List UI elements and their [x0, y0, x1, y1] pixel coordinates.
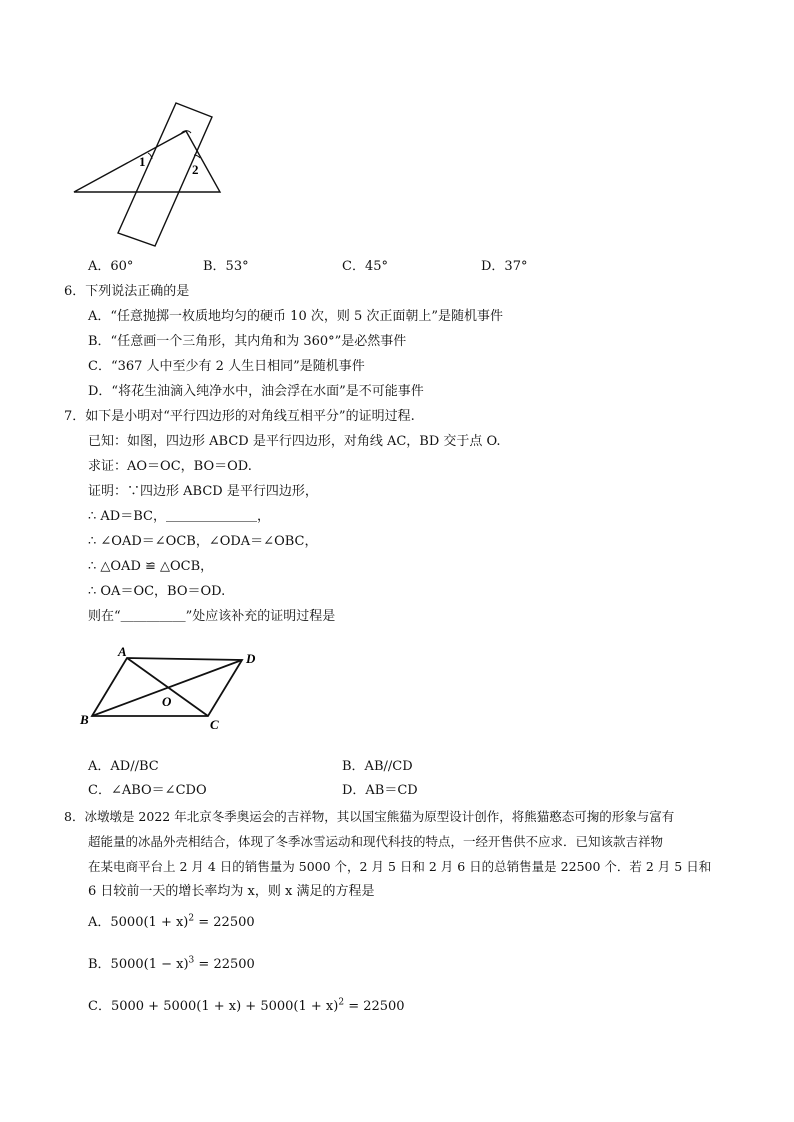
q7-option-b[interactable]: B．AB//CD	[342, 759, 413, 774]
q7-label-d: D	[246, 651, 256, 666]
q7-proof-line-1: 证明：∵四边形 ABCD 是平行四边形，	[88, 484, 318, 499]
q8-option-a-rhs: = 22500	[194, 915, 255, 930]
q8-line-2: 超能量的冰晶外壳相结合，体现了冬季冰雪运动和现代科技的特点，一经开售供不应求．已知该款吉祥物	[88, 834, 664, 849]
q8-line-1: 8．冰墩墩是 2022 年北京冬季奥运会的吉祥物，其以国宝熊猫为原型设计创作，将熊猫憨态可掬的形象与富有	[64, 809, 675, 824]
q6-stem: 6．下列说法正确的是	[64, 284, 190, 299]
q7-figure	[76, 640, 266, 740]
q7-proof-line-4: ∴ △OAD ≌ △OCB，	[88, 559, 214, 574]
q7-prove: 求证：AO＝OC，BO＝OD.	[88, 459, 252, 474]
q6-option-a[interactable]: A．“任意抛掷一枚质地均匀的硬币 10 次，则 5 次正面朝上”是随机事件	[88, 309, 504, 324]
q5-option-d[interactable]: D．37°	[481, 259, 528, 274]
q7-label-a: A	[118, 644, 127, 659]
q7-proof-line-2: ∴ AD＝BC，＿＿＿＿＿＿＿，	[88, 509, 270, 524]
q7-label-o: O	[162, 694, 172, 709]
q5-label-1: 1	[139, 154, 146, 169]
q8-option-c[interactable]	[88, 999, 405, 1015]
q7-option-a[interactable]: A．AD//BC	[88, 759, 159, 774]
q6-option-b[interactable]: B．“任意画一个三角形，其内角和为 360°”是必然事件	[88, 334, 407, 349]
q8-option-a-base: A．5000(1 + x)	[88, 915, 189, 930]
q8-option-c-base: C．5000 + 5000(1 + x) + 5000(1 + x)	[88, 999, 339, 1014]
q5-angle-mark-1	[148, 153, 152, 159]
q8-option-b[interactable]	[88, 957, 255, 973]
q7-option-d[interactable]: D．AB＝CD	[342, 783, 418, 798]
q7-option-c[interactable]: C．∠ABO＝∠CDO	[88, 783, 207, 798]
q7-known: 已知：如图，四边形 ABCD 是平行四边形，对角线 AC，BD 交于点 O.	[88, 434, 501, 449]
q8-option-a-exponent: 2	[188, 913, 195, 924]
q8-option-a[interactable]	[88, 915, 255, 931]
q7-stem: 7．如下是小明对“平行四边形的对角线互相平分”的证明过程.	[64, 409, 415, 424]
q7-proof-line-3: ∴ ∠OAD＝∠OCB，∠ODA＝∠OBC，	[88, 534, 318, 549]
q5-figure	[60, 95, 240, 255]
q7-ask: 则在“＿＿＿＿＿”处应该补充的证明过程是	[88, 609, 336, 624]
q8-option-b-rhs: = 22500	[194, 957, 255, 972]
q8-line-3: 在某电商平台上 2 月 4 日的销售量为 5000 个，2 月 5 日和 2 月 6 日的总销售量是 22500 个．若 2 月 5 日和	[88, 859, 712, 874]
q8-option-b-base: B．5000(1 − x)	[88, 957, 189, 972]
q6-option-d[interactable]: D．“将花生油滴入纯净水中，油会浮在水面”是不可能事件	[88, 384, 424, 399]
q5-label-2: 2	[192, 162, 199, 177]
q8-option-b-exponent: 3	[188, 955, 195, 966]
q7-proof-line-5: ∴ OA＝OC，BO＝OD.	[88, 584, 226, 599]
q5-option-a[interactable]: A．60°	[88, 259, 134, 274]
q6-option-c[interactable]: C．“367 人中至少有 2 人生日相同”是随机事件	[88, 359, 365, 374]
q8-option-c-exponent: 2	[338, 997, 345, 1008]
q5-option-b[interactable]: B．53°	[203, 259, 249, 274]
q5-option-c[interactable]: C．45°	[342, 259, 388, 274]
q8-option-c-rhs: = 22500	[344, 999, 405, 1014]
q7-label-c: C	[210, 717, 219, 732]
q8-line-4: 6 日较前一天的增长率均为 x，则 x 满足的方程是	[88, 884, 375, 899]
q7-label-b: B	[80, 712, 89, 727]
